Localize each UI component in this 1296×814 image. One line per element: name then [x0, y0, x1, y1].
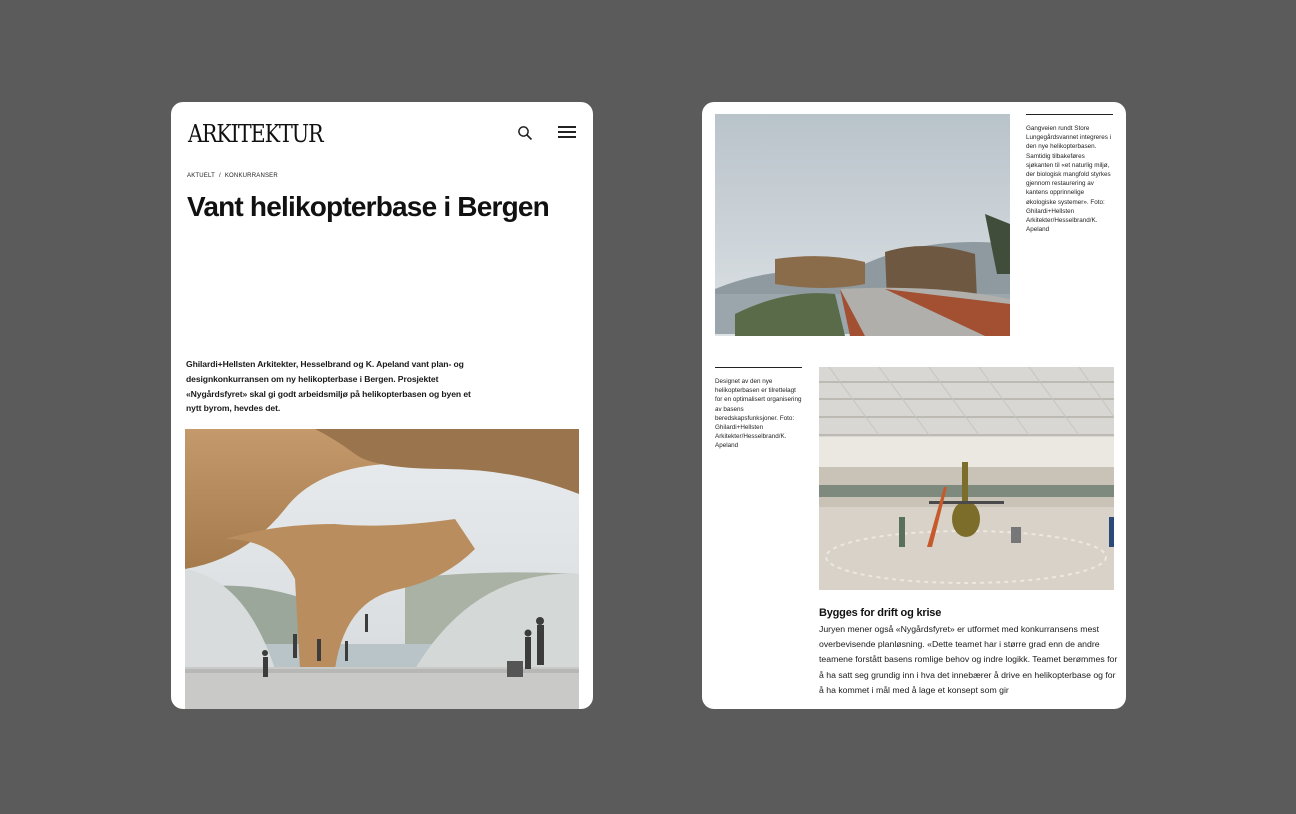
section-subheading: Bygges for drift og krise: [819, 607, 942, 619]
article-lead: Ghilardi+Hellsten Arkitekter, Hesselbrand og K. Apeland vant plan- og designkonkurransen om ny helikopterbase i Bergen. Prosjektet «Nygårdsfyret» skal gi godt arbeidsmiljø på helikopterbasen og byen et nytt byrom, hevdes det.: [186, 359, 471, 414]
site-logo[interactable]: ARKITEKTUR: [188, 120, 323, 148]
hero-image: [185, 429, 579, 709]
caption-hangar: Designet av den nye helikopterbasen er tilrettelagt for en optimalisert organisering av basens beredskapsfunksjoner. Foto: Ghilardi+Hellsten Arkitekter/Hesselbrand/K. Apeland: [715, 367, 802, 451]
hangar-render-image: [819, 367, 1114, 590]
article-body-text: Juryen mener også «Nygårdsfyret» er utformet med konkurransens mest overbevisende planløsning. «Dette teamet har i større grad enn de andre teamene forstått basens romlige behov og indre logikk. Teamet berømmes for å ha satt seg grundig inn i hva det innebærer å drive en helikopterbase og for å ha kommet i mål med å lage et konsept som gir: [819, 624, 1118, 695]
article-title: Vant helikopterbase i Bergen: [187, 191, 549, 222]
waterfront-render-image: [715, 114, 1010, 336]
breadcrumb: [187, 173, 282, 179]
search-icon[interactable]: [517, 125, 533, 141]
caption-waterfront: Gangveien rundt Store Lungegårdsvannet integreres i den nye helikopterbasen. Samtidig tilbakeføres sjøkanten til «et naturlig miljø, der biologisk mangfold styrkes gjennom restaurering av kantens opprinnelige økologiske systemer». Foto: Ghilardi+Hellsten Arkitekter/Hesselbrand/K. Apeland: [1026, 114, 1113, 234]
hamburger-menu-icon[interactable]: [558, 126, 576, 140]
breadcrumb-konkurranser[interactable]: KONKURRANSER: [224, 173, 278, 179]
breadcrumb-aktuelt[interactable]: AKTUELT: [187, 173, 215, 179]
breadcrumb-separator: /: [218, 173, 221, 179]
article-page-left: [171, 102, 593, 709]
article-page-right: [702, 102, 1126, 709]
